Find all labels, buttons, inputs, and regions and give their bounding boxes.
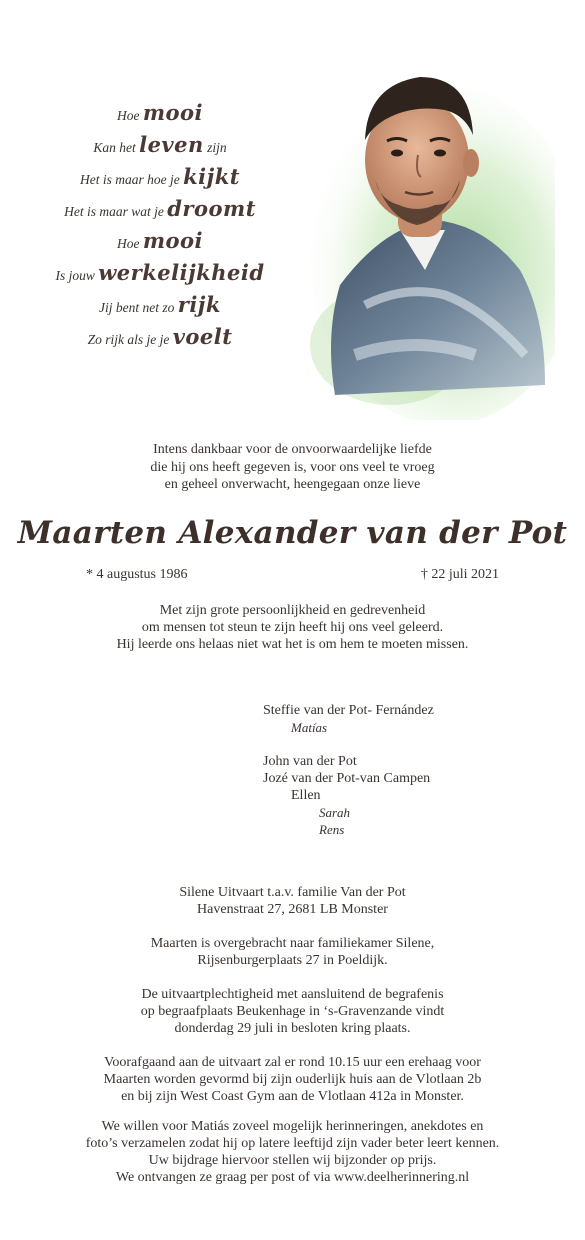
memories-line: We willen voor Matiás zoveel mogelijk herinneringen, anekdotes en: [101, 1119, 484, 1134]
honor-line: Maarten worden gevormd bij zijn ouderlijk huis aan de Vlotlaan 2b: [103, 1072, 482, 1087]
memories-block: [0, 1118, 585, 1186]
poem-text: Het is maar wat je: [64, 204, 168, 219]
poem-text: Kan het: [93, 140, 140, 155]
location-line: Rijsenburgerplaats 27 in Poeldijk.: [197, 953, 388, 968]
poem-script-word: rijk: [177, 292, 221, 317]
location-block: [0, 935, 585, 969]
family-father: John van der Pot: [263, 754, 357, 769]
tribute-line: Met zijn grote persoonlijkheid en gedrevenheid: [159, 603, 426, 618]
poem-line: [40, 132, 280, 157]
intro-line: Intens dankbaar voor de onvoorwaardelijke liefde: [153, 442, 432, 457]
honor-line: en bij zijn West Coast Gym aan de Vlotlaan 412a in Monster.: [121, 1089, 464, 1104]
family-list: [263, 702, 434, 838]
poem-script-word: leven: [139, 132, 204, 157]
intro-line: en geheel onverwacht, heengegaan onze lieve: [164, 477, 421, 492]
family-grandchild: Rens: [319, 822, 345, 837]
intro-text: [0, 441, 585, 494]
memories-line: foto’s verzamelen zodat hij op latere leeftijd zijn vader beter leert kennen.: [85, 1136, 500, 1151]
memories-line: We ontvangen ze graag per post of via www.deelherinnering.nl: [115, 1170, 470, 1185]
tribute-line: Hij leerde ons helaas niet wat het is om hem te moeten missen.: [116, 637, 469, 652]
funeral-line: De uitvaartplechtigheid met aansluitend de begrafenis: [141, 987, 444, 1002]
poem-line: [40, 100, 280, 125]
poem-script-word: werkelijkheid: [98, 260, 265, 285]
funeral-line: donderdag 29 juli in besloten kring plaats.: [174, 1021, 411, 1036]
memories-line: Uw bijdrage hiervoor stellen wij bijzonder op prijs.: [148, 1153, 437, 1168]
honor-line: Voorafgaand aan de uitvaart zal er rond 10.15 uur een erehaag voor: [104, 1055, 481, 1070]
family-grandchild: Sarah: [319, 805, 351, 820]
funeral-line: op begraafplaats Beukenhage in ‘s-Gravenzande vindt: [140, 1004, 445, 1019]
portrait-photo: [295, 55, 555, 420]
poem-script-word: mooi: [142, 100, 204, 125]
tribute-line: om mensen tot steun te zijn heeft hij ons veel geleerd.: [141, 620, 444, 635]
poem-text: Het is maar hoe je: [80, 172, 184, 187]
poem-text: Zo rijk als je je: [87, 332, 173, 347]
honor-guard-block: [0, 1054, 585, 1105]
address-block: [0, 884, 585, 918]
family-partner: Steffie van der Pot- Fernández: [263, 703, 434, 718]
poem-line: [40, 196, 280, 221]
intro-line: die hij ons heeft gegeven is, voor ons veel te vroeg: [150, 459, 435, 475]
poem-script-word: droomt: [167, 196, 256, 221]
poem-line: [40, 260, 280, 285]
poem-line: [40, 292, 280, 317]
poem-line: [40, 228, 280, 253]
funeral-block: [0, 986, 585, 1037]
poem-text: zijn: [203, 140, 227, 155]
family-mother: Jozé van der Pot-van Campen: [263, 771, 431, 786]
family-sibling: Ellen: [291, 788, 321, 803]
location-line: Maarten is overgebracht naar familiekamer Silene,: [150, 936, 435, 951]
death-date: † 22 juli 2021: [420, 567, 499, 582]
poem-line: [40, 164, 280, 189]
address-line: Silene Uitvaart t.a.v. familie Van der Pot: [179, 885, 406, 900]
poem-text: Jij bent net zo: [99, 300, 178, 315]
deceased-name: Maarten Alexander van der Pot: [17, 515, 568, 551]
poem-text: Hoe: [116, 236, 143, 251]
address-line: Havenstraat 27, 2681 LB Monster: [197, 902, 388, 917]
poem-script-word: voelt: [172, 324, 233, 349]
birth-date: * 4 augustus 1986: [86, 567, 188, 582]
tribute-text: [0, 602, 585, 653]
poem-text: Hoe: [116, 108, 143, 123]
poem-script-word: mooi: [142, 228, 204, 253]
poem-text: Is jouw: [55, 268, 99, 283]
poem-script-word: kijkt: [183, 164, 240, 189]
poem-line: [40, 324, 280, 349]
family-child: Matías: [291, 720, 328, 735]
portrait-illustration: [295, 55, 555, 420]
